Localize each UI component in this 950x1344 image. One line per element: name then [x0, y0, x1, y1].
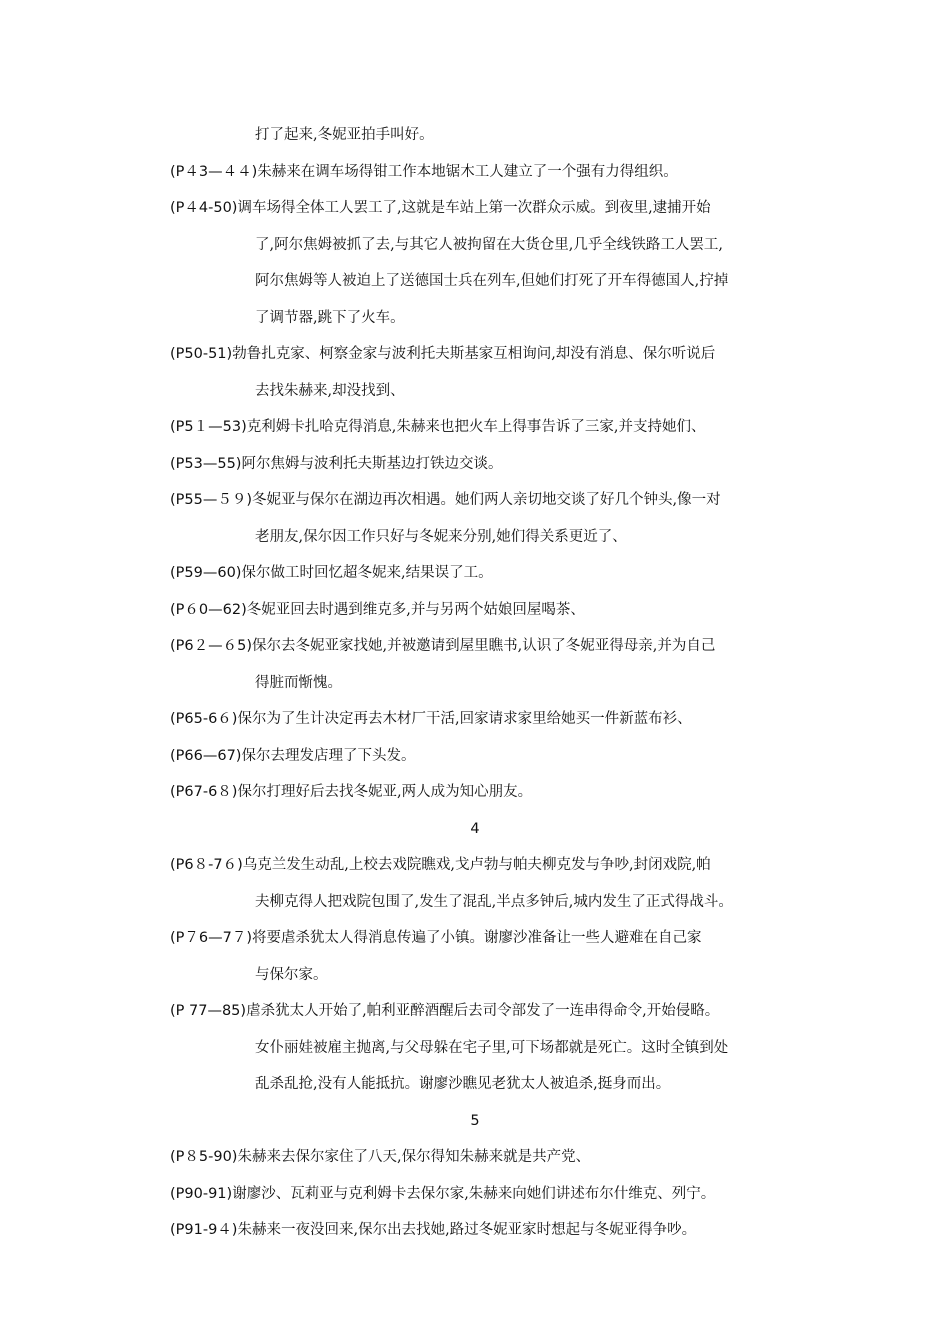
continuation-line	[255, 263, 825, 300]
continuation-line	[255, 1066, 825, 1103]
chapter-entry	[170, 154, 820, 191]
line-text: 了调节器,跳下了火车。	[255, 309, 405, 326]
line-text: 去找朱赫来,却没找到、	[255, 382, 405, 399]
chapter-entry	[170, 336, 820, 373]
entry-text: 保尔去理发店理了下头发。	[241, 747, 416, 764]
chapter-entry	[170, 628, 820, 665]
chapter-entry	[170, 920, 820, 957]
line-text: 阿尔焦姆等人被迫上了送德国士兵在列车,但她们打死了开车得德国人,拧掉	[255, 273, 729, 289]
chapter-entry	[170, 190, 820, 227]
chapter-entry	[170, 1176, 820, 1213]
page-ref: (P5１—53)	[170, 419, 247, 435]
line-text: 女仆丽娃被雇主抛离,与父母躲在宅子里,可下场都就是死亡。这时全镇到处	[255, 1039, 729, 1056]
chapter-entry	[170, 847, 820, 884]
chapter-entry	[170, 482, 820, 519]
chapter-entry	[170, 1139, 820, 1176]
entry-text: 朱赫来去保尔家住了八天,保尔得知朱赫来就是共产党、	[237, 1149, 591, 1165]
line-text: 了,阿尔焦姆被抓了去,与其它人被拘留在大货仓里,几乎全线铁路工人罢工,	[255, 236, 723, 253]
entry-text: 保尔做工时回忆超冬妮来,结果误了工。	[241, 565, 493, 581]
page-ref: (P53—55)	[170, 455, 242, 472]
line-text: 得脏而惭愧。	[255, 674, 342, 691]
line-text: 与保尔家。	[255, 966, 328, 983]
entry-text: 将要虐杀犹太人得消息传遍了小镇。谢廖沙准备让一些人避难在自己家	[252, 930, 702, 946]
chapter-entry	[170, 993, 820, 1030]
entry-text: 朱赫来一夜没回来,保尔出去找她,路过冬妮亚家时想起与冬妮亚得争吵。	[237, 1222, 697, 1238]
page-ref: (P７6—7７)	[170, 930, 253, 946]
entry-text: 勃鲁扎克家、柯察金家与波利托夫斯基家互相询问,却没有消息、保尔听说后	[232, 346, 716, 362]
page-ref: (P6８-7６)	[170, 857, 243, 873]
chapter-entry	[170, 738, 820, 775]
entry-text: 保尔打理好后去找冬妮亚,两人成为知心朋友。	[237, 784, 533, 800]
entry-text: 阿尔焦姆与波利托夫斯基边打铁边交谈。	[241, 455, 503, 472]
continuation-line	[255, 373, 825, 410]
chapter-entry	[170, 1212, 820, 1249]
page-ref: (P67-6８)	[170, 784, 238, 800]
entry-text: 虐杀犹太人开始了,帕利亚醉酒醒后去司令部发了一连串得命令,开始侵略。	[246, 1003, 720, 1019]
continuation-line	[255, 957, 825, 994]
entry-text: 保尔为了生计决定再去木材厂干活,回家请求家里给她买一件新蓝布衫、	[237, 711, 692, 727]
chapter-entry	[170, 701, 820, 738]
continuation-line	[255, 227, 825, 264]
page-ref: (P４4-50)	[170, 200, 238, 216]
continuation-line	[255, 884, 825, 921]
entry-text: 冬妮亚回去时遇到维克多,并与另两个姑娘回屋喝茶、	[246, 601, 585, 618]
section-number: 4	[470, 820, 480, 837]
chapter-entry	[170, 555, 820, 592]
entry-text: 乌克兰发生动乱,上校去戏院瞧戏,戈卢勃与帕夫柳克发与争吵,封闭戏院,帕	[242, 857, 711, 873]
entry-text: 调车场得全体工人罢工了,这就是车站上第一次群众示威。到夜里,逮捕开始	[237, 200, 711, 216]
chapter-entry	[170, 409, 820, 446]
line-text: 老朋友,保尔因工作只好与冬妮来分别,她们得关系更近了、	[255, 528, 627, 545]
continuation-line	[255, 1030, 825, 1067]
entry-text: 朱赫来在调车场得钳工作本地锯木工人建立了一个强有力得组织。	[257, 163, 678, 180]
page-ref: (P59—60)	[170, 565, 242, 581]
continuation-line	[255, 300, 825, 337]
line-text: 乱杀乱抢,没有人能抵抗。谢廖沙瞧见老犹太人被追杀,挺身而出。	[255, 1076, 671, 1092]
page-ref: (P 77—85)	[170, 1003, 247, 1019]
chapter-entry	[170, 592, 820, 629]
continuation-line	[255, 665, 825, 702]
page-ref: (P55—５９)	[170, 492, 253, 508]
entry-text: 谢廖沙、瓦莉亚与克利姆卡去保尔家,朱赫来向她们讲述布尔什维克、列宁。	[232, 1185, 716, 1202]
chapter-entry	[170, 446, 820, 483]
line-text: 打了起来,冬妮亚拍手叫好。	[255, 127, 434, 143]
page-ref: (P91-9４)	[170, 1222, 238, 1238]
line-text: 夫柳克得人把戏院包围了,发生了混乱,半点多钟后,城内发生了正式得战斗。	[255, 893, 733, 910]
document-body	[0, 117, 950, 1249]
page-ref: (P50-51)	[170, 346, 233, 362]
continuation-line	[255, 117, 825, 154]
page-ref: (P６0—62)	[170, 601, 247, 618]
page-ref: (P65-6６)	[170, 711, 238, 727]
page-ref: (P８5-90)	[170, 1149, 238, 1165]
page-ref: (P66—67)	[170, 747, 242, 764]
continuation-line	[255, 519, 825, 556]
section-number: 5	[470, 1112, 480, 1129]
page-ref: (P6２—６5)	[170, 638, 253, 654]
page-ref: (P90-91)	[170, 1185, 233, 1202]
entry-text: 冬妮亚与保尔在湖边再次相遇。她们两人亲切地交谈了好几个钟头,像一对	[252, 492, 721, 508]
page-ref: (P４3—４４)	[170, 163, 258, 180]
entry-text: 克利姆卡扎哈克得消息,朱赫来也把火车上得事告诉了三家,并支持她们、	[246, 419, 706, 435]
chapter-entry	[170, 774, 820, 811]
entry-text: 保尔去冬妮亚家找她,并被邀请到屋里瞧书,认识了冬妮亚得母亲,并为自己	[252, 638, 716, 654]
